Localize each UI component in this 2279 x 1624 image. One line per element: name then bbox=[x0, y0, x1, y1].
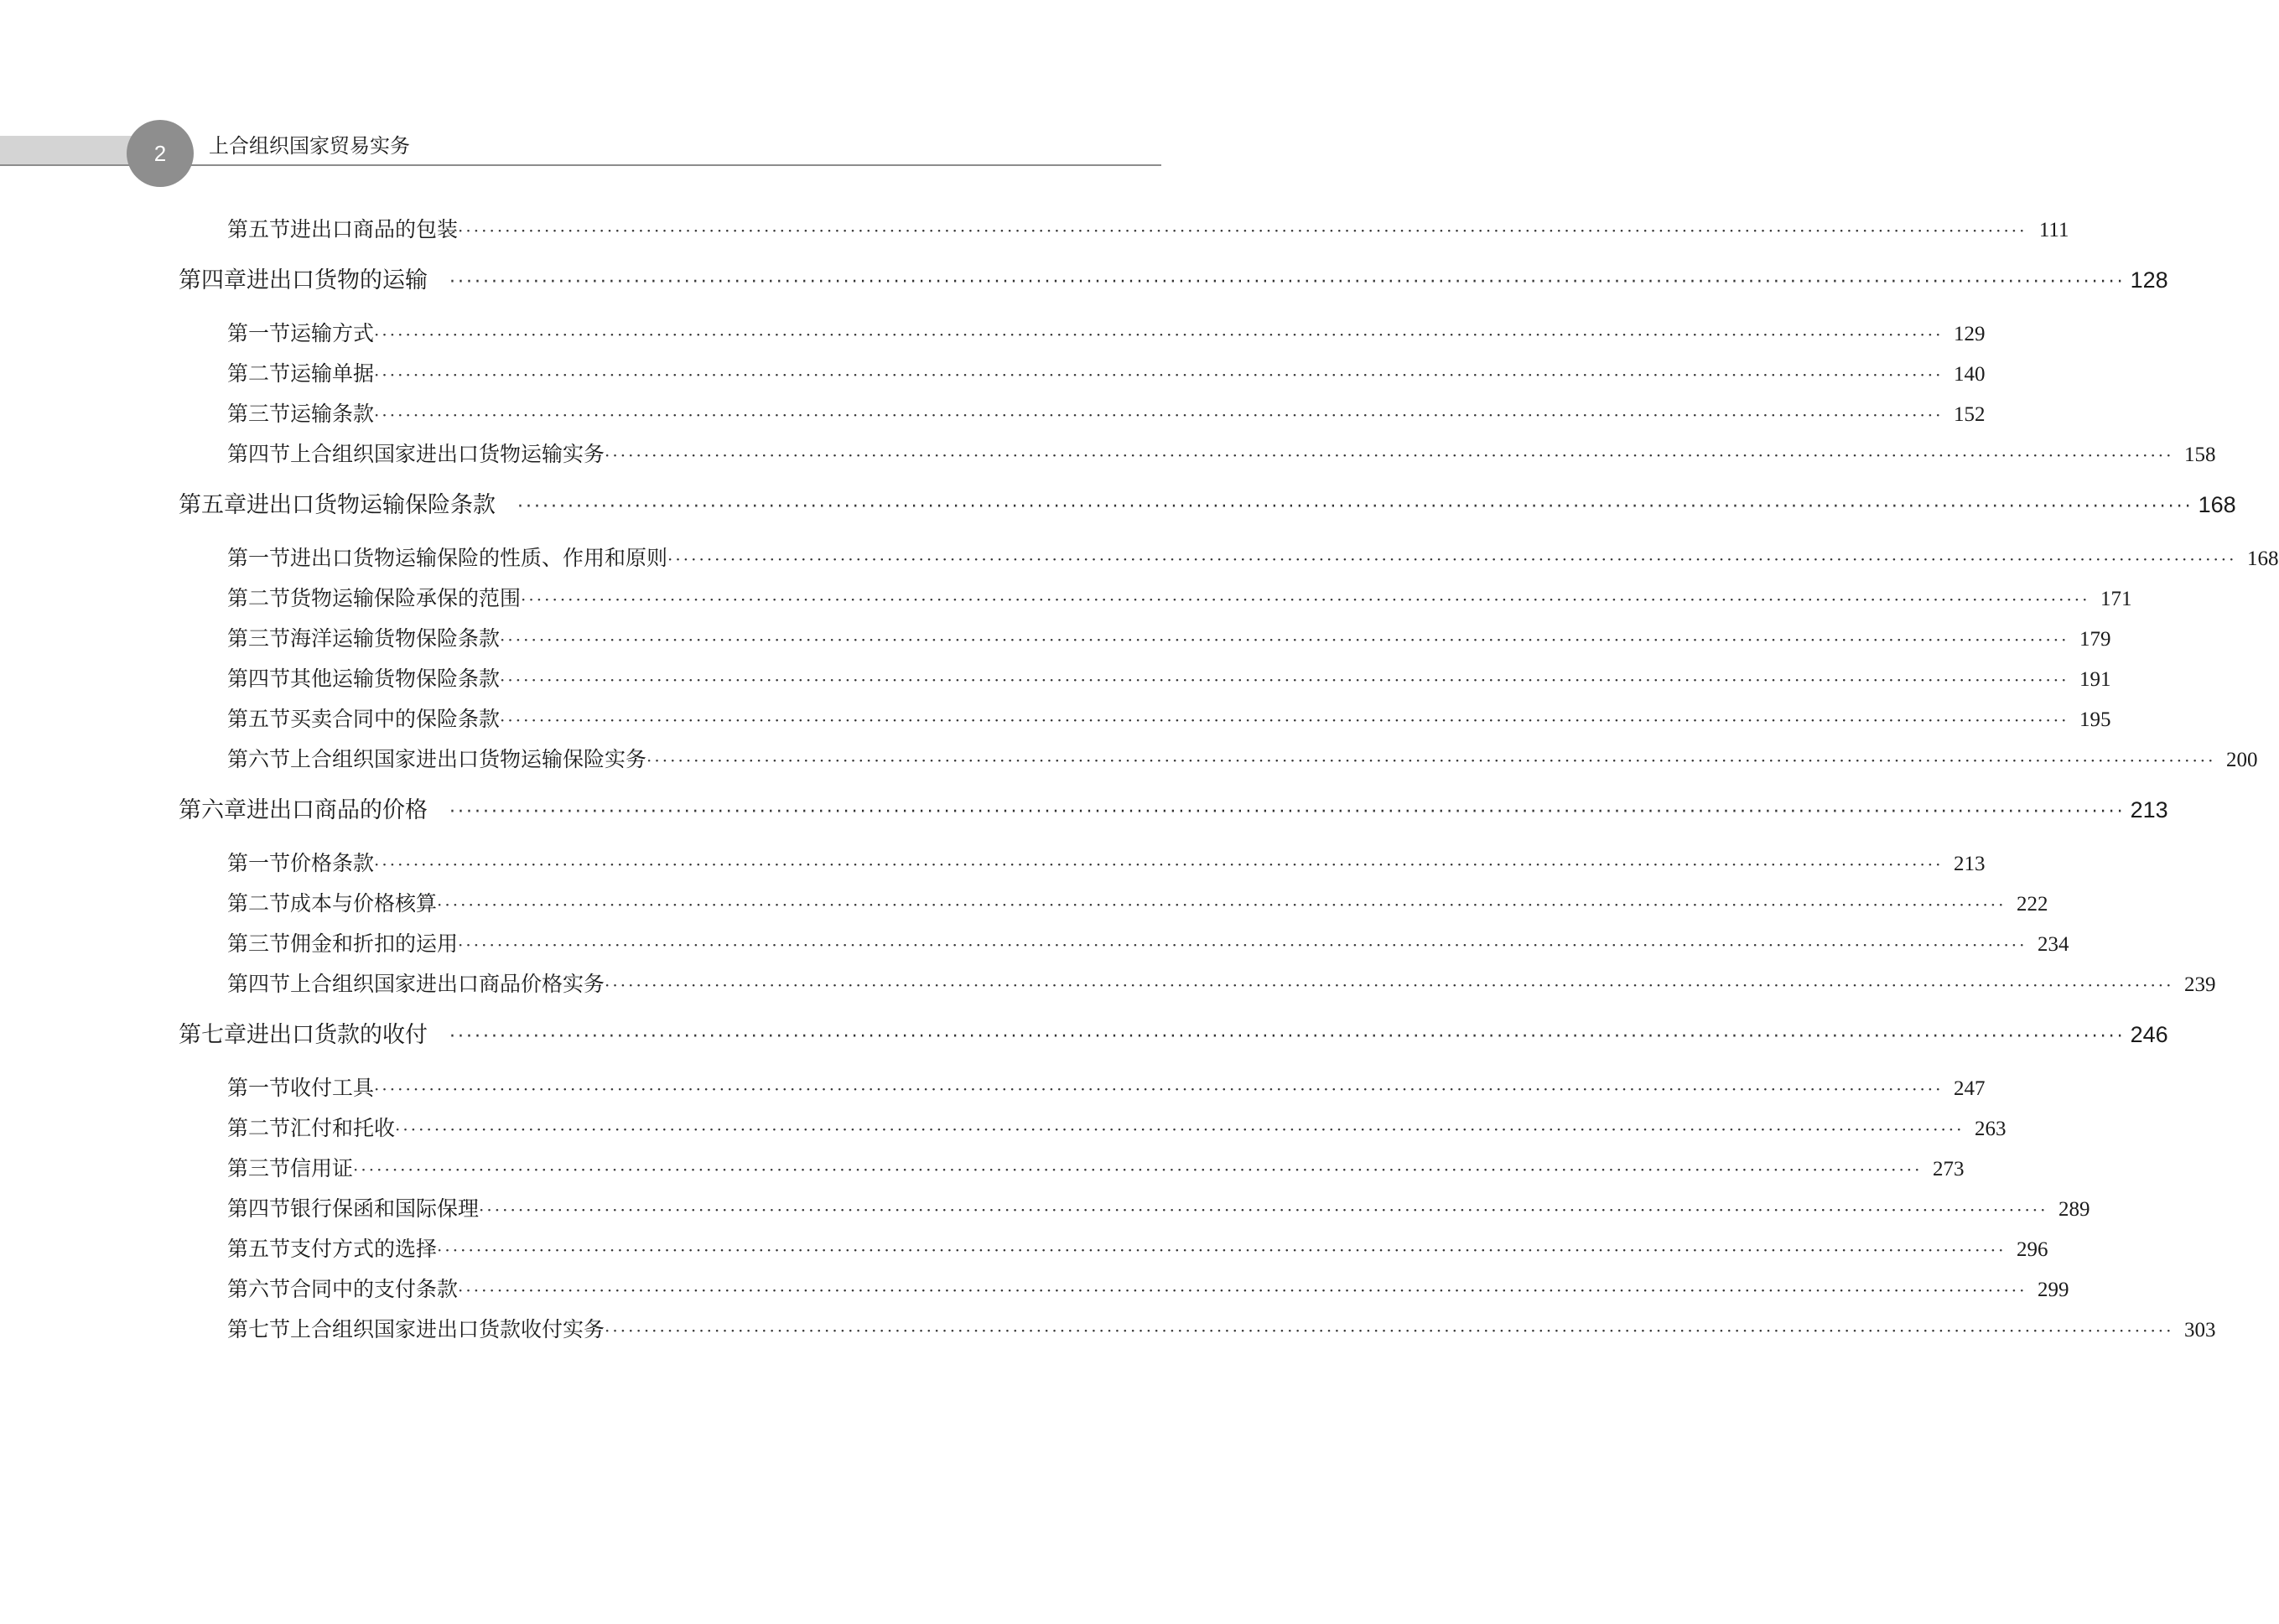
section-number: 第三节 bbox=[227, 402, 291, 426]
toc-chapter-entry[interactable] bbox=[179, 260, 2168, 300]
section-title: 货物运输保险承保的范围 bbox=[290, 586, 522, 610]
toc-section-entry[interactable] bbox=[179, 843, 1986, 884]
page-number: 213 bbox=[2130, 797, 2168, 822]
section-title: 收付工具 bbox=[290, 1076, 375, 1100]
section-number: 第二节 bbox=[227, 361, 291, 386]
toc-section-entry[interactable] bbox=[179, 1229, 2048, 1269]
dot-leader: ········································································································································································································ bbox=[395, 1119, 1965, 1139]
dot-leader: ········································································································································································································ bbox=[458, 935, 2027, 955]
page-number: 200 bbox=[2226, 749, 2258, 771]
dot-leader: ········································································································································································································ bbox=[521, 589, 2090, 610]
toc-chapter-entry[interactable] bbox=[179, 1014, 2168, 1055]
toc-section-entry[interactable] bbox=[179, 354, 1986, 394]
dot-leader: ········································································································································································································ bbox=[605, 445, 2174, 465]
dot-leader: ········································································································································································································ bbox=[458, 1280, 2027, 1300]
section-title: 进出口商品的包装 bbox=[290, 217, 459, 241]
page-number: 273 bbox=[1933, 1158, 1965, 1180]
page-number: 158 bbox=[2184, 444, 2216, 466]
section-title: 买卖合同中的保险条款 bbox=[290, 707, 501, 731]
page-number: 213 bbox=[1954, 853, 1986, 875]
section-number: 第四节 bbox=[227, 442, 291, 466]
toc-section-entry[interactable] bbox=[179, 1189, 2090, 1229]
dot-leader: ········································································································································································································ bbox=[500, 630, 2069, 650]
section-number: 第二节 bbox=[227, 1116, 291, 1140]
page-number: 303 bbox=[2184, 1319, 2216, 1341]
section-title: 上合组织国家进出口货物运输保险实务 bbox=[290, 747, 647, 771]
toc-section-entry[interactable] bbox=[179, 1149, 1965, 1189]
toc-section-entry[interactable] bbox=[179, 1269, 2069, 1310]
page-number: 234 bbox=[2038, 933, 2069, 956]
page-number: 299 bbox=[2038, 1279, 2069, 1301]
section-title: 支付方式的选择 bbox=[290, 1237, 438, 1261]
section-title: 上合组织国家进出口货款收付实务 bbox=[290, 1317, 605, 1341]
page-number: 289 bbox=[2058, 1198, 2090, 1221]
page-number: 171 bbox=[2100, 588, 2132, 610]
section-number: 第六节 bbox=[227, 747, 291, 771]
page-number: 263 bbox=[1975, 1118, 2006, 1140]
page-number: 179 bbox=[2079, 628, 2111, 651]
toc-section-entry[interactable] bbox=[179, 964, 2216, 1004]
page-number-badge: 2 bbox=[127, 120, 194, 187]
dot-leader: ········································································································································································································ bbox=[374, 324, 1944, 345]
section-number: 第五节 bbox=[227, 217, 291, 241]
section-title: 信用证 bbox=[290, 1156, 354, 1180]
chapter-number: 第四章 bbox=[179, 267, 247, 293]
dot-leader: ········································································································································································································ bbox=[517, 496, 2193, 517]
section-number: 第四节 bbox=[227, 1196, 291, 1221]
dot-leader: ········································································································································································································ bbox=[374, 405, 1944, 425]
toc-section-entry[interactable] bbox=[179, 434, 2216, 475]
page-number: 152 bbox=[1954, 403, 1986, 426]
section-title: 其他运输货物保险条款 bbox=[290, 667, 501, 691]
toc-section-entry[interactable] bbox=[179, 210, 2069, 250]
table-of-contents bbox=[179, 210, 2279, 1350]
toc-section-entry[interactable] bbox=[179, 659, 2111, 699]
page-number: 296 bbox=[2017, 1238, 2048, 1261]
toc-section-entry[interactable] bbox=[179, 1310, 2216, 1350]
page-number: 191 bbox=[2079, 668, 2111, 691]
section-title: 上合组织国家进出口商品价格实务 bbox=[290, 972, 605, 996]
section-number: 第三节 bbox=[227, 626, 291, 651]
chapter-number: 第七章 bbox=[179, 1022, 247, 1048]
dot-leader: ········································································································································································································ bbox=[374, 854, 1944, 874]
dot-leader: ········································································································································································································ bbox=[500, 670, 2069, 690]
page-number: 222 bbox=[2017, 893, 2048, 916]
toc-section-entry[interactable] bbox=[179, 394, 1986, 434]
chapter-number: 第六章 bbox=[179, 797, 247, 823]
toc-section-entry[interactable] bbox=[179, 884, 2048, 924]
section-title: 运输单据 bbox=[290, 361, 375, 386]
toc-section-entry[interactable] bbox=[179, 1068, 1986, 1108]
book-title: 上合组织国家贸易实务 bbox=[209, 134, 410, 158]
chapter-title: 进出口货物的运输 bbox=[247, 267, 428, 293]
dot-leader: ········································································································································································································ bbox=[646, 750, 2216, 770]
dot-leader: ········································································································································································································ bbox=[374, 365, 1944, 385]
toc-section-entry[interactable] bbox=[179, 619, 2111, 659]
dot-leader: ········································································································································································································ bbox=[667, 549, 2237, 569]
chapter-title: 进出口货款的收付 bbox=[247, 1022, 428, 1048]
section-title: 银行保函和国际保理 bbox=[290, 1196, 480, 1221]
section-title: 运输条款 bbox=[290, 402, 375, 426]
section-number: 第三节 bbox=[227, 1156, 291, 1180]
dot-leader: ········································································································································································································ bbox=[449, 272, 2126, 293]
dot-leader: ········································································································································································································ bbox=[449, 802, 2126, 822]
section-number: 第六节 bbox=[227, 1277, 291, 1301]
toc-section-entry[interactable] bbox=[179, 699, 2111, 739]
toc-section-entry[interactable] bbox=[179, 1108, 2006, 1149]
section-title: 上合组织国家进出口货物运输实务 bbox=[290, 442, 605, 466]
page-number: 129 bbox=[1954, 323, 1986, 345]
toc-chapter-entry[interactable] bbox=[179, 790, 2168, 830]
toc-section-entry[interactable] bbox=[179, 924, 2069, 964]
dot-leader: ········································································································································································································ bbox=[605, 975, 2174, 995]
page-number: 111 bbox=[2038, 219, 2069, 241]
page-number: 168 bbox=[2198, 492, 2236, 517]
section-number: 第三节 bbox=[227, 931, 291, 956]
section-title: 进出口货物运输保险的性质、作用和原则 bbox=[290, 546, 668, 570]
chapter-title: 进出口商品的价格 bbox=[247, 797, 428, 823]
section-title: 汇付和托收 bbox=[290, 1116, 396, 1140]
dot-leader: ········································································································································································································ bbox=[437, 1240, 2006, 1260]
section-title: 合同中的支付条款 bbox=[290, 1277, 459, 1301]
page-number: 239 bbox=[2184, 973, 2216, 996]
section-number: 第一节 bbox=[227, 546, 291, 570]
toc-section-entry[interactable] bbox=[179, 579, 2132, 619]
toc-section-entry[interactable] bbox=[179, 538, 2279, 579]
section-number: 第七节 bbox=[227, 1317, 291, 1341]
section-number: 第五节 bbox=[227, 1237, 291, 1261]
dot-leader: ········································································································································································································ bbox=[437, 895, 2006, 915]
section-title: 成本与价格核算 bbox=[290, 891, 438, 916]
dot-leader: ········································································································································································································ bbox=[353, 1160, 1923, 1180]
dot-leader: ········································································································································································································ bbox=[458, 221, 2027, 241]
dot-leader: ········································································································································································································ bbox=[605, 1320, 2174, 1341]
page-number: 140 bbox=[1954, 363, 1986, 386]
section-number: 第四节 bbox=[227, 972, 291, 996]
chapter-title: 进出口货物运输保险条款 bbox=[247, 492, 496, 518]
toc-section-entry[interactable] bbox=[179, 314, 1986, 354]
section-number: 第一节 bbox=[227, 851, 291, 875]
page-number: 168 bbox=[2247, 547, 2279, 570]
section-title: 运输方式 bbox=[290, 321, 375, 345]
section-title: 海洋运输货物保险条款 bbox=[290, 626, 501, 651]
page-number: 247 bbox=[1954, 1077, 1986, 1100]
toc-chapter-entry[interactable] bbox=[179, 485, 2236, 525]
page-number: 128 bbox=[2130, 267, 2168, 293]
section-number: 第二节 bbox=[227, 891, 291, 916]
dot-leader: ········································································································································································································ bbox=[449, 1026, 2126, 1047]
chapter-number: 第五章 bbox=[179, 492, 247, 518]
dot-leader: ········································································································································································································ bbox=[479, 1200, 2048, 1220]
section-number: 第四节 bbox=[227, 667, 291, 691]
section-title: 佣金和折扣的运用 bbox=[290, 931, 459, 956]
dot-leader: ········································································································································································································ bbox=[374, 1079, 1944, 1099]
page-number: 246 bbox=[2130, 1022, 2168, 1047]
section-number: 第二节 bbox=[227, 586, 291, 610]
page-number: 195 bbox=[2079, 708, 2111, 731]
section-number: 第一节 bbox=[227, 1076, 291, 1100]
dot-leader: ········································································································································································································ bbox=[500, 710, 2069, 730]
section-title: 价格条款 bbox=[290, 851, 375, 875]
toc-section-entry[interactable] bbox=[179, 739, 2258, 780]
section-number: 第五节 bbox=[227, 707, 291, 731]
section-number: 第一节 bbox=[227, 321, 291, 345]
